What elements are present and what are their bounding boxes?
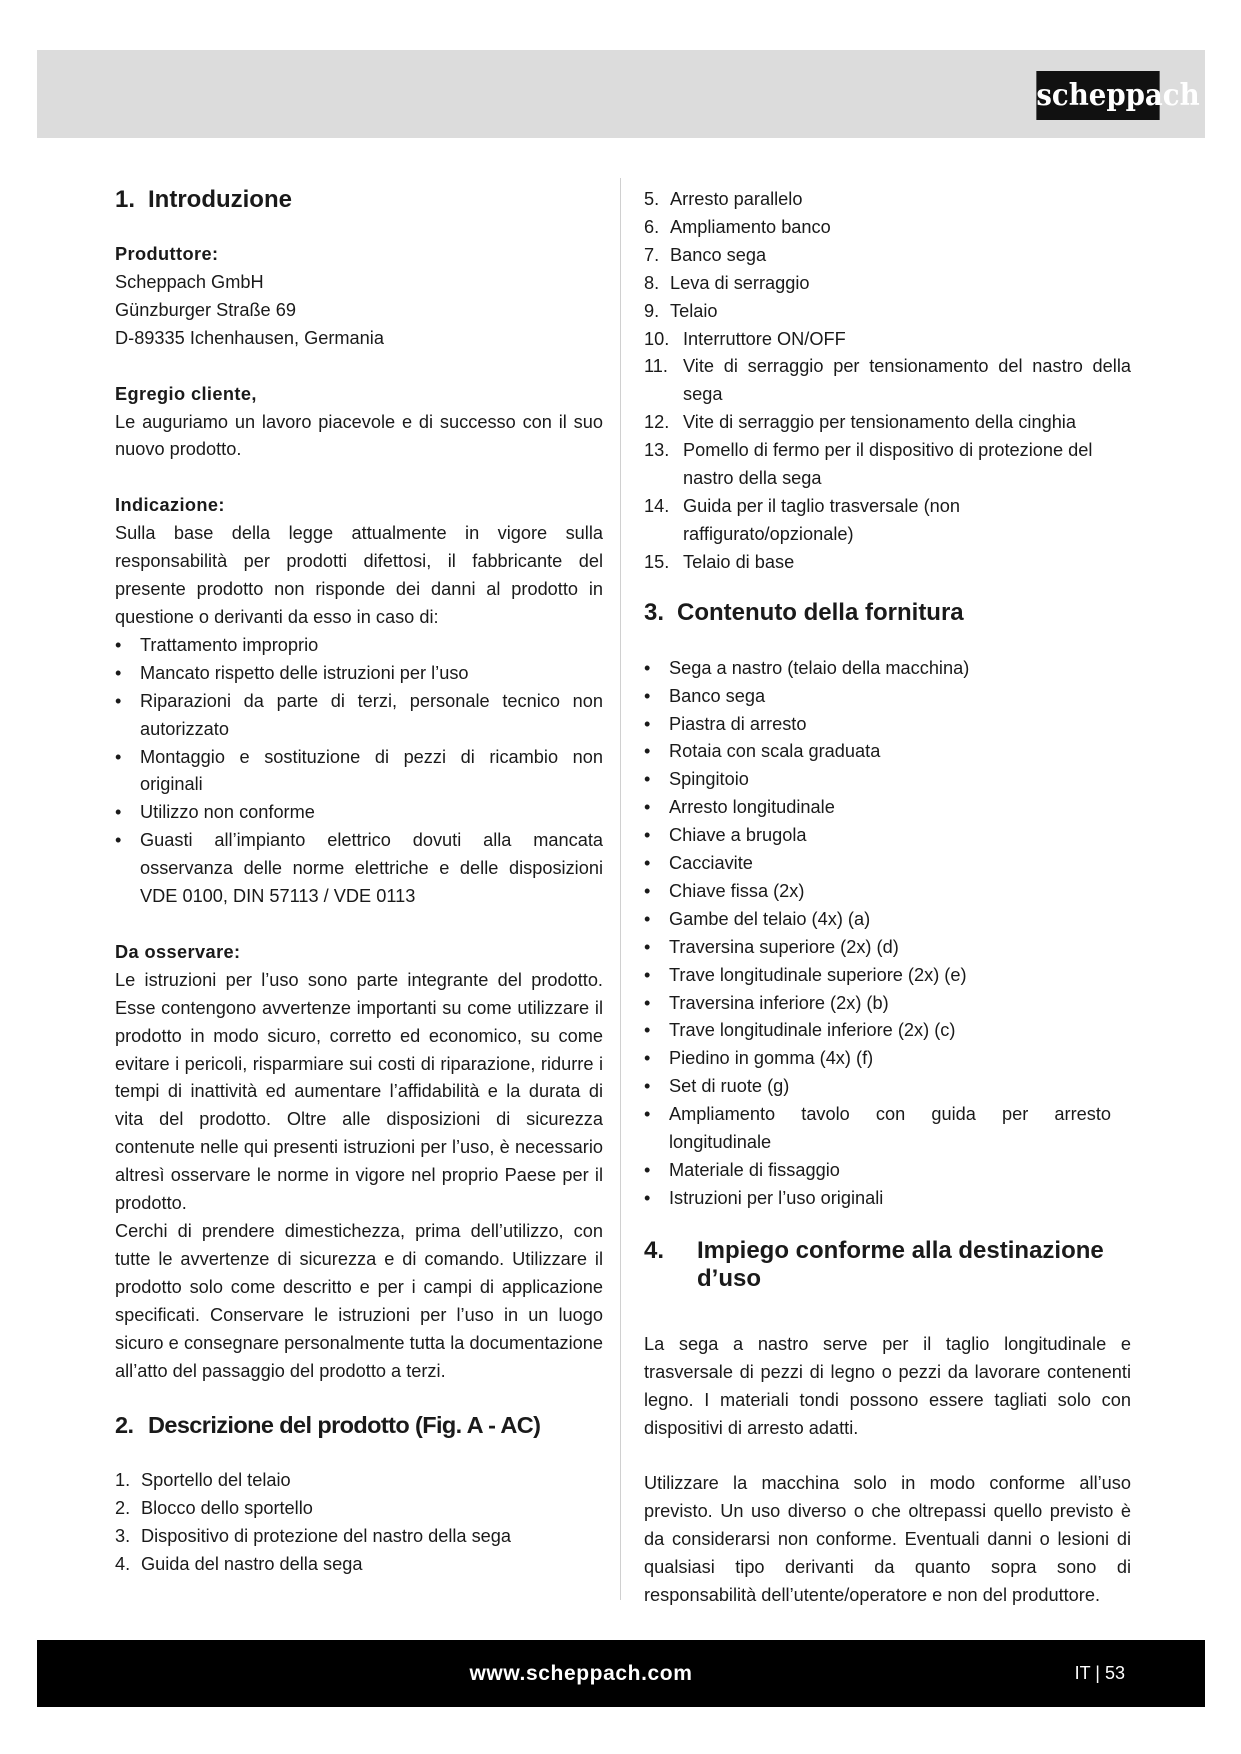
list-item: • Gambe del telaio (4x) (a): [644, 906, 1131, 934]
indication-list: [115, 632, 603, 911]
list-item: • Spingitoio: [644, 766, 1131, 794]
observe-label: Da osservare:: [115, 941, 241, 962]
list-item: • Traversina superiore (2x) (d): [644, 934, 1131, 962]
manufacturer-name: Scheppach GmbH: [115, 271, 264, 292]
website-link[interactable]: www.scheppach.com: [469, 1662, 693, 1685]
list-item: • Materiale di fissaggio: [644, 1157, 1131, 1185]
list-item: 13. Pomello di fermo per il dispositivo di protezione del nastro della sega: [644, 440, 1093, 489]
list-item: • Trattamento improprio: [115, 632, 603, 660]
list-item: • Trave longitudinale inferiore (2x) (c): [644, 1017, 1131, 1045]
list-item: • Istruzioni per l’uso originali: [644, 1185, 1131, 1213]
list-item: 1. Sportello del telaio: [115, 1470, 291, 1491]
page-number: IT | 53: [1074, 1663, 1125, 1683]
list-item: • Arresto longitudinale: [644, 794, 1131, 822]
section-2-title: 2. Descrizione del prodotto (Fig. A - AC): [115, 1412, 541, 1439]
list-item: • Sega a nastro (telaio della macchina): [644, 655, 1131, 683]
delivery-contents-list: [644, 655, 1131, 1213]
list-item: • Banco sega: [644, 683, 1131, 711]
page-footer: [37, 1640, 1205, 1707]
list-item: • Traversina inferiore (2x) (b): [644, 990, 1131, 1018]
list-item: 14. Guida per il taglio trasversale (non raffigurato/opzionale): [644, 495, 960, 544]
list-item: 12. Vite di serraggio per tensionamento della cinghia: [644, 412, 1076, 433]
list-item: • Rotaia con scala graduata: [644, 738, 1131, 766]
list-item: • Montaggio e sostituzione di pezzi di ricambio non originali: [115, 744, 603, 800]
list-item: 3. Dispositivo di protezione del nastro della sega: [115, 1526, 512, 1547]
list-item: • Mancato rispetto delle istruzioni per l’uso: [115, 660, 603, 688]
list-item: 7. Banco sega: [644, 244, 767, 265]
list-item: • Guasti all’impianto elettrico dovuti alla mancata osservanza delle norme elettriche e delle disposizioni VDE 0100, DIN 57113 / VDE 0113: [115, 827, 603, 911]
product-parts-list-b: [644, 186, 1131, 577]
indication-label: Indicazione:: [115, 495, 225, 516]
dear-customer-label: Egregio cliente,: [115, 383, 257, 404]
page-header: [37, 50, 1205, 138]
intended-use-text-2: Utilizzare la macchina solo in modo conforme all’uso previsto. Un uso diverso o che oltrepassi quello previsto è da considerarsi non conforme. Eventuali danni o lesioni di qualsiasi tipo derivanti da quanto sopra sono di responsabilità dell’utente/operatore e non del produttore.: [644, 1473, 1131, 1606]
manufacturer-street: Günzburger Straße 69: [115, 299, 296, 320]
list-item: 10. Interruttore ON/OFF: [644, 328, 846, 349]
list-item: • Set di ruote (g): [644, 1073, 1131, 1101]
list-item: 15. Telaio di base: [644, 551, 795, 572]
list-item: • Utilizzo non conforme: [115, 799, 603, 827]
column-divider: [620, 178, 621, 1600]
manufacturer-label: Produttore:: [115, 244, 219, 264]
list-item: • Chiave fissa (2x): [644, 878, 1131, 906]
list-item: • Piastra di arresto: [644, 711, 1131, 739]
list-item: • Chiave a brugola: [644, 822, 1131, 850]
list-item: • Cacciavite: [644, 850, 1131, 878]
product-parts-list-a: [115, 1467, 603, 1579]
list-item: 6. Ampliamento banco: [644, 216, 831, 237]
observe-text-2: Cerchi di prendere dimestichezza, prima dell’utilizzo, con tutte le avvertenze di sicurezza e di comando. Utilizzare il prodotto solo come descritto e per i campi di applicazione specificati. Conservare le istruzioni per l’uso in un luogo sicuro e consegnare personalmente tutta la documentazione all’atto del passaggio del prodotto a terzi.: [115, 1221, 603, 1381]
section-1-title: 1. Introduzione: [115, 186, 292, 213]
section-3-title: 3. Contenuto della fornitura: [644, 598, 964, 626]
list-item: • Trave longitudinale superiore (2x) (e): [644, 962, 1131, 990]
list-item: 5. Arresto parallelo: [644, 189, 803, 209]
dear-customer-text: Le auguriamo un lavoro piacevole e di successo con il suo nuovo prodotto.: [115, 411, 603, 460]
right-column: [644, 186, 1131, 1610]
list-item: 9. Telaio: [644, 300, 718, 321]
observe-text-1: Le istruzioni per l’uso sono parte integrante del prodotto. Esse contengono avvertenze importanti su come utilizzare il prodotto in modo sicuro, corretto ed economico, su come evitare i pericoli, risparmiare sui costi di riparazione, ridurre i tempi di inattività ed aumentare l’affidabilità e la durata di vita del prodotto. Oltre alle disposizioni di sicurezza contenute nelle qui presenti istruzioni per l’uso, è necessario altresì osservare le norme in vigore nel proprio Paese per il prodotto.: [115, 969, 603, 1214]
list-item: 8. Leva di serraggio: [644, 272, 810, 293]
list-item: 4. Guida del nastro della sega: [115, 1554, 363, 1575]
indication-text: Sulla base della legge attualmente in vigore sulla responsabilità per prodotti difettosi, il fabbricante del presente prodotto non risponde dei danni al prodotto in questione o derivanti da esso in caso di:: [115, 523, 603, 627]
list-item: • Piedino in gomma (4x) (f): [644, 1045, 1131, 1073]
intended-use-text-1: La sega a nastro serve per il taglio longitudinale e trasversale di pezzi di legno o pezzi da lavorare contenenti legno. I materiali tondi possono essere tagliati solo con dispositivi di arresto adatti.: [644, 1333, 1131, 1438]
list-item: • Ampliamento tavolo con guida per arresto longitudinale: [644, 1101, 1131, 1157]
list-item: 11. Vite di serraggio per tensionamento del nastro della sega: [644, 356, 1131, 405]
manufacturer-city: D-89335 Ichenhausen, Germania: [115, 327, 384, 348]
list-item: 2. Blocco dello sportello: [115, 1498, 313, 1519]
list-item: • Riparazioni da parte di terzi, personale tecnico non autorizzato: [115, 688, 603, 744]
scheppach-logo: scheppach: [1036, 71, 1159, 120]
left-column: [115, 186, 603, 1579]
section-4-title: 4. Impiego conforme alla destinazione d’uso: [644, 1236, 1104, 1292]
